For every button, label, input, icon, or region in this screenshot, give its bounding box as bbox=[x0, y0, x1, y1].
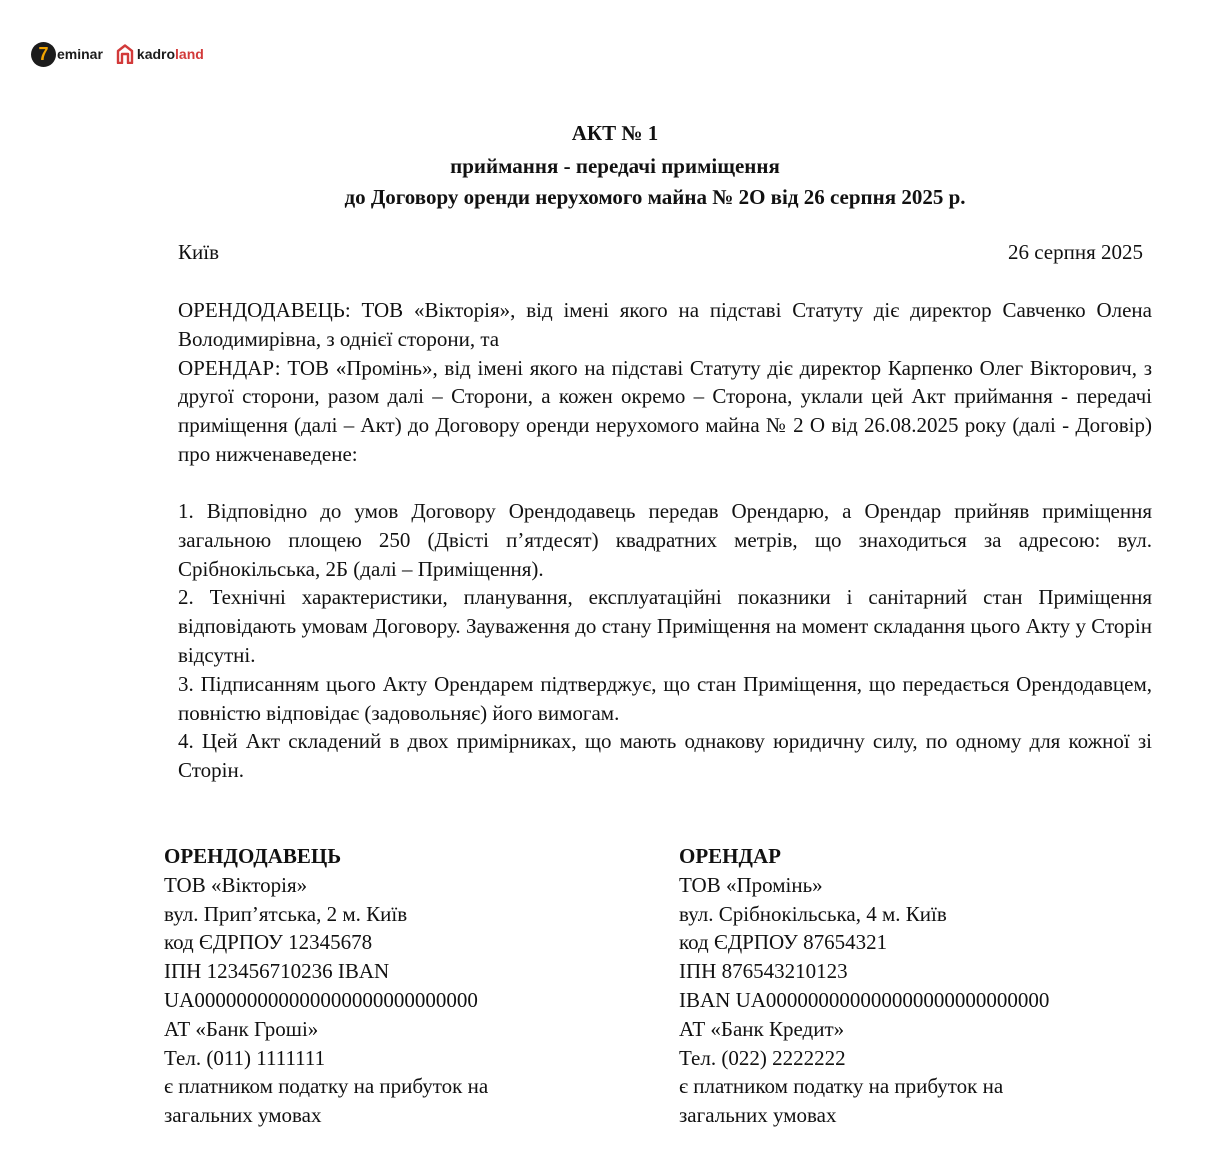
lessee-detail-line: ТОВ «Промінь» bbox=[679, 872, 823, 897]
kadroland-logo-text-part2: land bbox=[175, 46, 204, 62]
lessor-detail-line: є платником податку на прибуток на bbox=[164, 1074, 489, 1099]
clauses-section bbox=[178, 497, 1152, 785]
clause-item: 4. Цей Акт складений в двох примірниках, що мають однакову юридичну силу, по одному для кожної зі Сторін. bbox=[178, 729, 1152, 783]
document-subtitle: приймання - передачі приміщення bbox=[450, 154, 780, 178]
clause-item: 2. Технічні характеристики, планування, експлуатаційні показники і санітарний стан Приміщення відповідають умовам Договору. Зауваження до стану Приміщення на момент складання цього Акту у Сторін відсутні. bbox=[178, 585, 1152, 667]
clause-item: 3. Підписанням цього Акту Орендарем підтверджує, що стан Приміщення, що передається Орендодавцем, повністю відповідає (задовольняє) його вимогам. bbox=[178, 671, 1152, 725]
document-city: Київ bbox=[178, 240, 219, 264]
lessee-detail-line: ІПН 876543210123 bbox=[679, 959, 848, 984]
lessor-detail-line: Тел. (011) 1111111 bbox=[164, 1045, 326, 1070]
lessee-detail-line: загальних умовах bbox=[679, 1103, 837, 1128]
kadroland-logo[interactable] bbox=[116, 44, 204, 64]
lessor-detail-line: АТ «Банк Гроші» bbox=[164, 1016, 319, 1041]
lessee-detail-line: є платником податку на прибуток на bbox=[679, 1074, 1004, 1099]
seven-circle-icon: 7 bbox=[31, 42, 56, 67]
lessor-detail-line: ТОВ «Вікторія» bbox=[164, 872, 308, 897]
seminar-logo-text: eminar bbox=[57, 46, 103, 62]
lessor-details bbox=[164, 842, 488, 1130]
lessor-detail-line: вул. Прип’ятська, 2 м. Київ bbox=[164, 901, 408, 926]
document-contract-reference: до Договору оренди нерухомого майна № 2О від 26 серпня 2025 р. bbox=[344, 185, 966, 209]
lessee-detail-line: код ЄДРПОУ 87654321 bbox=[679, 930, 888, 955]
lessee-detail-line: IBAN UA000000000000000000000000000 bbox=[679, 987, 1050, 1012]
lessor-heading: ОРЕНДОДАВЕЦЬ bbox=[164, 844, 342, 868]
lessee-details bbox=[679, 842, 1049, 1130]
lessee-heading: ОРЕНДАР bbox=[679, 844, 781, 868]
intro-paragraph-lessee: ОРЕНДАР: ТОВ «Промінь», від імені якого на підставі Статуту діє директор Карпенко Олег Вікторович, з другої сторони, разом далі – Сторони, а кожен окремо – Сторона, уклали цей Акт приймання - передачі приміщення (далі – Акт) до Договору оренди нерухомого майна № 2 О від 26.08.2025 року (далі - Договір) про нижченаведене: bbox=[178, 355, 1152, 466]
lessee-detail-line: вул. Срібнокільська, 4 м. Київ bbox=[679, 901, 947, 926]
lessee-detail-line: Тел. (022) 2222222 bbox=[679, 1045, 846, 1070]
document-date: 26 серпня 2025 bbox=[1007, 240, 1143, 264]
lessor-detail-line: UA000000000000000000000000000 bbox=[164, 987, 478, 1012]
kadroland-logo-text-part1: kadro bbox=[136, 46, 176, 62]
intro-section bbox=[178, 296, 1152, 469]
lessor-detail-line: код ЄДРПОУ 12345678 bbox=[164, 930, 373, 955]
intro-paragraph-lessor: ОРЕНДОДАВЕЦЬ: ТОВ «Вікторія», від імені якого на підставі Статуту діє директор Савченко Олена Володимирівна, з однієї сторони, та bbox=[178, 298, 1152, 351]
lessor-detail-line: загальних умовах bbox=[164, 1103, 322, 1128]
document-title: АКТ № 1 bbox=[571, 121, 659, 145]
seminar-logo[interactable] bbox=[31, 42, 103, 67]
lessee-detail-line: АТ «Банк Кредит» bbox=[679, 1016, 845, 1041]
header-logos bbox=[31, 40, 204, 68]
lessor-detail-line: ІПН 123456710236 IBAN bbox=[164, 959, 390, 984]
house-icon bbox=[116, 44, 134, 64]
clause-item: 1. Відповідно до умов Договору Орендодавець передав Орендарю, а Орендар прийняв приміщення загальною площею 250 (Двісті п’ятдесят) квадратних метрів, що знаходиться за адресою: вул. Срібнокільська, 2Б (далі – Приміщення). bbox=[178, 499, 1152, 581]
